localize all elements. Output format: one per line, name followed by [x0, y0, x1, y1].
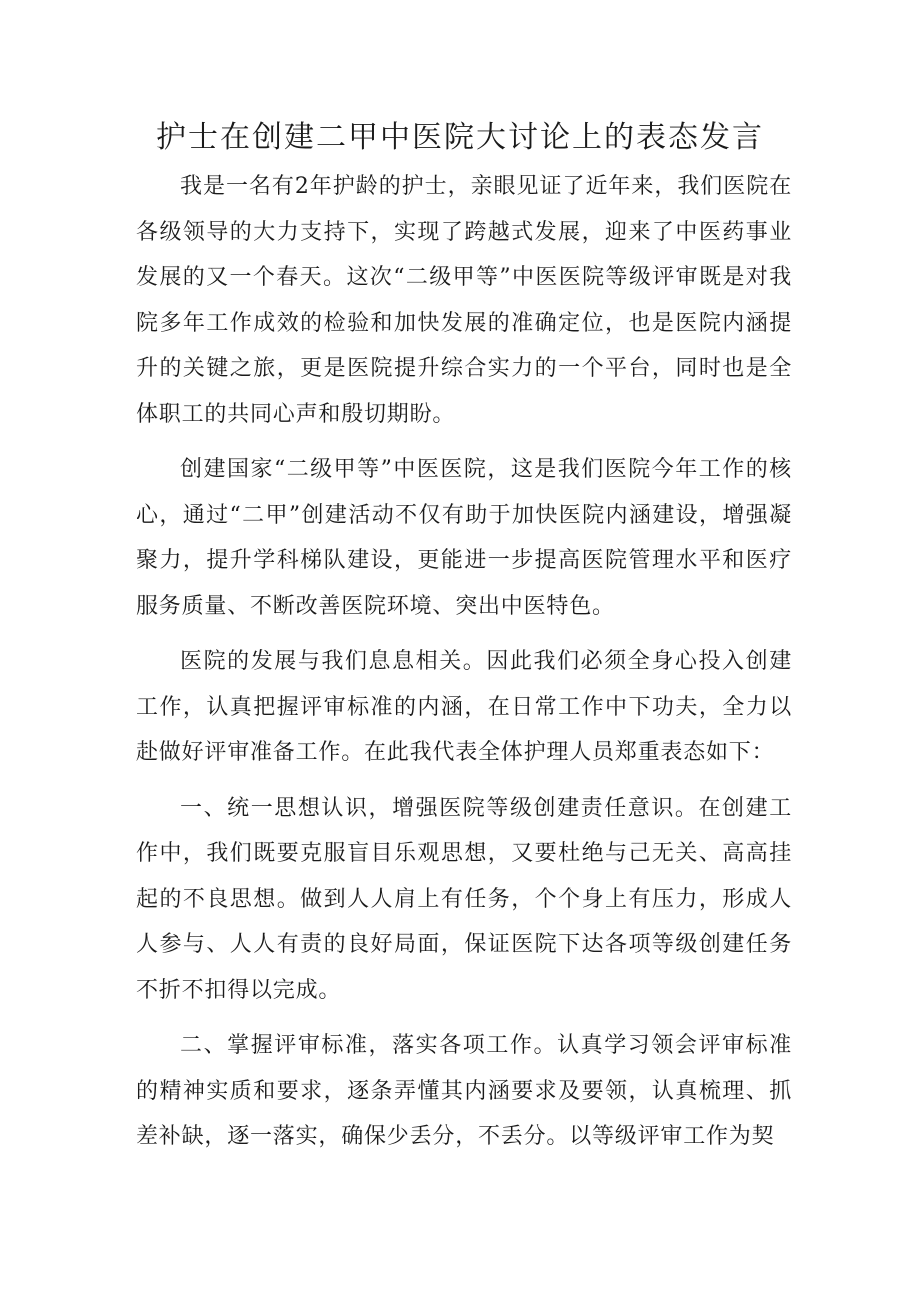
- paragraph-intro: 我是一名有2年护龄的护士，亲眼见证了近年来，我们医院在各级领导的大力支持下，实现了跨越式发展，迎来了中医药事业发展的又一个春天。这次“二级甲等”中医医院等级评审既是对我院多年工作成效的检验和加快发展的准确定位，也是医院内涵提升的关键之旅，更是医院提升综合实力的一个平台，同时也是全体职工的共同心声和殷切期盼。: [136, 174, 792, 427]
- paragraph-point-two: 二、掌握评审标准，落实各项工作。认真学习领会评审标准的精神实质和要求，逐条弄懂其内涵要求及要领，认真梳理、抓差补缺，逐一落实，确保少丢分，不丢分。以等级评审工作为契: [136, 1033, 792, 1149]
- paragraph-point-one: 一、统一思想认识，增强医院等级创建责任意识。在创建工作中，我们既要克服盲目乐观思想，又要杜绝与己无关、高高挂起的不良思想。做到人人肩上有任务，个个身上有压力，形成人人参与、人人有责的良好局面，保证医院下达各项等级创建任务不折不扣得以完成。: [136, 795, 792, 1003]
- paragraph-goal: 创建国家“二级甲等”中医医院，这是我们医院今年工作的核心，通过“二甲”创建活动不仅有助于加快医院内涵建设，增强凝聚力，提升学科梯队建设，更能进一步提高医院管理水平和医疗服务质量、不断改善医院环境、突出中医特色。: [136, 457, 792, 619]
- paragraph-commitment: 医院的发展与我们息息相关。因此我们必须全身心投入创建工作，认真把握评审标准的内涵，在日常工作中下功夫，全力以赴做好评审准备工作。在此我代表全体护理人员郑重表态如下：: [136, 649, 792, 765]
- document-body: [136, 164, 792, 1160]
- document-title: 护士在创建二甲中医院大讨论上的表态发言: [156, 120, 764, 155]
